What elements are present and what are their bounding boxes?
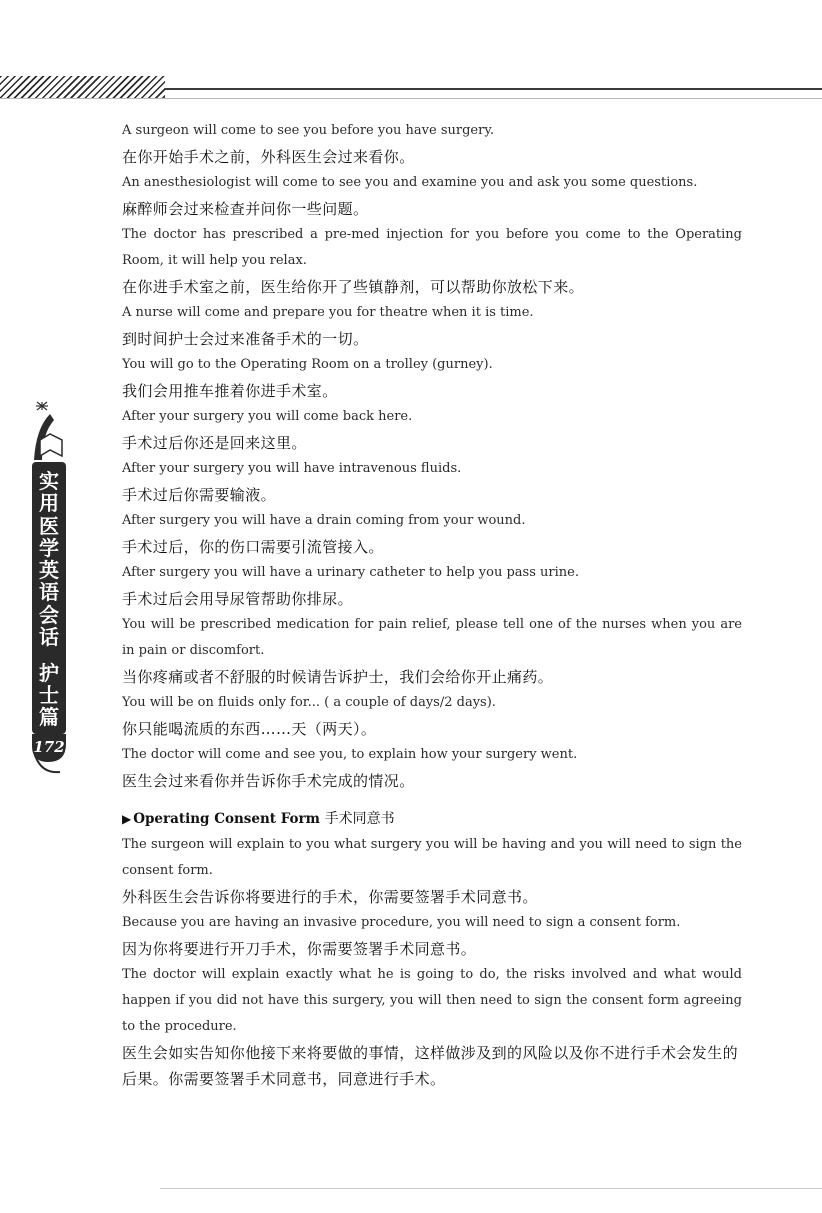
header-hatch-band [0,76,165,98]
header-rule-thin [0,98,822,99]
side-subtitle: 护士篇 [39,661,59,729]
side-tab [28,400,68,780]
section-heading [122,806,742,832]
section-title-zh: 手术同意书 [324,811,395,827]
chinese-translation: 我们会用推车推着你进手术室。 [122,382,338,400]
chinese-translation: 手术过后你还是回来这里。 [122,434,307,452]
page-number: 172 [33,738,65,756]
chinese-translation: 手术过后会用导尿管帮助你排尿。 [122,590,354,608]
chinese-translation: 麻醉师会过来检查并问你一些问题。 [122,200,369,218]
chinese-translation: 外科医生会告诉你将要进行的手术，你需要签署手术同意书。 [122,888,538,906]
section-marker: ▶ [122,812,132,826]
english-sentence: A nurse will come and prepare you for theatre when it is time. [122,305,534,320]
english-sentence: Because you are having an invasive procedure, you will need to sign a consent form. [122,915,681,930]
section-title-en: Operating Consent Form [133,811,320,827]
footer-rule [160,1188,822,1189]
english-sentence: After your surgery you will come back here. [122,409,413,424]
chinese-translation: 医生会如实告知你他接下来将要做的事情，这样做涉及到的风险以及你不进行手术会发生的后果。你需要签署手术同意书，同意进行手术。 [122,1044,739,1088]
chinese-translation: 手术过后，你的伤口需要引流管接入。 [122,538,384,556]
chinese-translation: 在你进手术室之前，医生给你开了些镇静剂，可以帮助你放松下来。 [122,278,585,296]
chinese-translation: 在你开始手术之前，外科医生会过来看你。 [122,148,415,166]
english-sentence: An anesthesiologist will come to see you and examine you and ask you some questions. [122,175,698,190]
english-sentence: After surgery you will have a drain coming from your wound. [122,513,526,528]
phrase-list-before-surgery [122,118,742,794]
side-book-title: 实用医学英语会话 [39,469,59,650]
english-sentence: The doctor will come and see you, to explain how your surgery went. [122,747,578,762]
english-sentence: You will be prescribed medication for pain relief, please tell one of the nurses when you are in pain or discomfort. [122,617,742,658]
english-sentence: The surgeon will explain to you what surgery you will be having and you will need to sign the consent form. [122,837,742,878]
english-sentence: The doctor will explain exactly what he is going to do, the risks involved and what would happen if you did not have this surgery, you will then need to sign the consent form agreeing to the procedure. [122,967,742,1034]
english-sentence: After surgery you will have a urinary catheter to help you pass urine. [122,565,579,580]
sparkle-icon [36,402,48,410]
chinese-translation: 医生会过来看你并告诉你手术完成的情况。 [122,772,415,790]
english-sentence: You will be on fluids only for... ( a couple of days/2 days). [122,695,496,710]
chinese-translation: 到时间护士会过来准备手术的一切。 [122,330,369,348]
chinese-translation: 手术过后你需要输液。 [122,486,277,504]
chinese-translation: 你只能喝流质的东西……天（两天）。 [122,720,377,738]
english-sentence: You will go to the Operating Room on a trolley (gurney). [122,357,493,372]
phrase-list-consent [122,832,742,1092]
english-sentence: A surgeon will come to see you before you have surgery. [122,123,495,138]
page-content [122,118,742,1092]
chinese-translation: 当你疼痛或者不舒服的时候请告诉护士，我们会给你开止痛药。 [122,668,554,686]
english-sentence: The doctor has prescribed a pre-med injection for you before you come to the Operating Room, it will help you relax. [122,227,742,268]
chinese-translation: 因为你将要进行开刀手术，你需要签署手术同意书。 [122,940,477,958]
header-rule [165,88,822,90]
book-icon [40,434,62,456]
english-sentence: After your surgery you will have intravenous fluids. [122,461,462,476]
